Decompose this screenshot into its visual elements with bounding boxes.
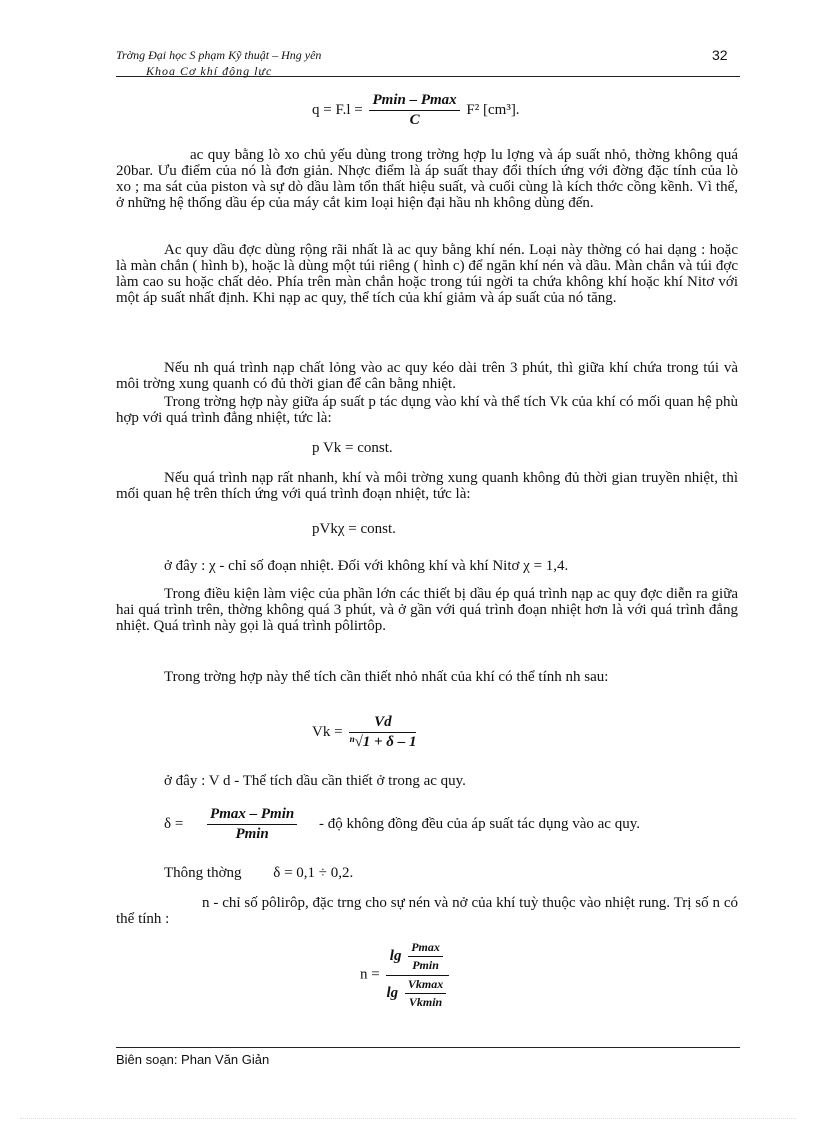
equation-gas-volume-lhs: Vk = <box>312 723 343 740</box>
equation-delta-fraction <box>207 806 297 843</box>
page-bottom-dotted-line <box>20 1118 796 1119</box>
equation-delta-numerator: Pmax – Pmin <box>207 806 297 825</box>
volume-ratio-top: Vkmax <box>405 977 446 994</box>
equation-n-fraction <box>386 940 449 1010</box>
equation-q <box>312 92 520 129</box>
equation-gas-volume-denominator: ⁿ√1 + δ – 1 <box>349 734 417 750</box>
equation-q-numerator: Pmin – Pmax <box>369 92 459 111</box>
equation-q-lhs: q = F.l = <box>312 101 363 118</box>
paragraph-polytropic-index: n - chỉ số pôlirôp, đặc trng cho sự nén và nở của khí tuỳ thuộc vào nhiệt rung. Trị số n có thể tính : <box>116 895 738 927</box>
pressure-ratio-top: Pmax <box>408 940 443 957</box>
pressure-ratio <box>408 940 443 973</box>
lg-symbol-top: lg <box>389 947 402 964</box>
equation-n-denominator <box>386 976 449 1010</box>
equation-gas-volume-fraction <box>349 714 416 751</box>
pressure-ratio-bottom: Pmin <box>412 958 439 972</box>
equation-gas-volume <box>312 714 419 751</box>
paragraph-spring-accumulator: ac quy bằng lò xo chủ yếu dùng trong trờng hợp lu lợng và áp suất nhỏ, thờng không quá 20bar. Ưu điểm của nó là đơn giản. Nhợc điểm là áp suất thay đổi thích ứng với đờng đặc tính của lò xo ; ma sát của piston và sự dò dầu làm tổn thất hiệu suất, và cuối cùng là kích thớc cồng kềnh. Vì thế, ở những hệ thống dầu ép của máy cắt kim loại hiện đại hầu nh không dùng đến. <box>116 147 738 211</box>
equation-q-denominator: C <box>409 112 420 128</box>
header-faculty: Khoa Cơ khí động lực <box>146 64 273 78</box>
paragraph-adiabatic: Nếu quá trình nạp rất nhanh, khí và môi trờng xung quanh không đủ thời gian truyền nhiệt, thì mối quan hệ trên thích ứng với quá trình đoạn nhiệt, tức là: <box>116 470 738 502</box>
equation-delta-lhs: δ = <box>164 815 184 832</box>
header-school: Trờng Đại học S phạm Kỹ thuật – Hng yên <box>116 48 322 62</box>
equation-gas-volume-numerator: Vd <box>349 714 416 733</box>
paragraph-polytropic: Trong điều kiện làm việc của phần lớn các thiết bị dầu ép quá trình nạp ac quy đợc diễn ra giữa hai quá trình trên, thờng không quá 3 phút, và ở gần với quá trình đoạn nhiệt hơn là với quá trình đẳng nhiệt. Quá trình này gọi là quá trình pôlirtôp. <box>116 586 738 634</box>
equation-polytropic-index <box>360 940 452 1010</box>
typical-delta-label: Thông thờng <box>164 865 242 881</box>
paragraph-adiabatic-index: ở đây : χ - chỉ số đoạn nhiệt. Đối với không khí và khí Nitơ χ = 1,4. <box>164 558 569 574</box>
volume-ratio-bottom: Vkmin <box>408 995 443 1009</box>
footer-author: Biên soạn: Phan Văn Giản <box>116 1052 270 1067</box>
volume-ratio <box>405 977 446 1010</box>
typical-delta-value: δ = 0,1 ÷ 0,2. <box>273 865 354 881</box>
typical-delta-line <box>164 865 353 882</box>
paragraph-oil-volume: ở đây : V d - Thể tích dầu cần thiết ở trong ac quy. <box>164 773 466 789</box>
running-header <box>116 47 321 79</box>
header-rule <box>116 76 740 77</box>
paragraph-charge-time: Nếu nh quá trình nạp chất lỏng vào ac quy kéo dài trên 3 phút, thì giữa khí chứa trong túi và môi trờng xung quanh có đủ thời gian để cân bằng nhiệt. <box>116 360 738 392</box>
equation-isothermal: p Vk = const. <box>312 440 393 456</box>
footer-rule <box>116 1047 740 1048</box>
equation-n-lhs: n = <box>360 966 380 983</box>
equation-delta-denominator: Pmin <box>235 826 269 842</box>
lg-symbol-bottom: lg <box>386 984 399 1001</box>
equation-q-fraction <box>369 92 459 129</box>
paragraph-min-volume: Trong trờng hợp này thể tích cần thiết nhỏ nhất của khí có thể tính nh sau: <box>164 669 609 685</box>
page-number: 32 <box>712 47 728 63</box>
equation-delta-description: - độ không đồng đều của áp suất tác dụng vào ac quy. <box>318 815 640 832</box>
equation-adiabatic: pVkχ = const. <box>312 521 396 537</box>
equation-delta <box>164 806 640 843</box>
equation-n-numerator <box>386 940 449 976</box>
equation-q-rhs: F² [cm³]. <box>466 101 520 118</box>
paragraph-isothermal: Trong trờng hợp này giữa áp suất p tác dụng vào khí và thể tích Vk của khí có mối quan hệ phù hợp với quá trình đẳng nhiệt, tức là: <box>116 394 738 426</box>
paragraph-gas-accumulator: Ac quy dầu đợc dùng rộng rãi nhất là ac quy bằng khí nén. Loại này thờng có hai dạng : hoặc là màn chắn ( hình b), hoặc là dùng một túi riêng ( hình c) để ngăn khí nén và dầu. Màn chắn và túi đợc làm cao su hoặc chất dẻo. Phía trên màn chắn hoặc trong túi ngời ta chứa không khí hoặc khí Nitơ với một áp suất nhất định. Khi nạp ac quy, thể tích của khí giảm và áp suất của nó tăng. <box>116 242 738 306</box>
